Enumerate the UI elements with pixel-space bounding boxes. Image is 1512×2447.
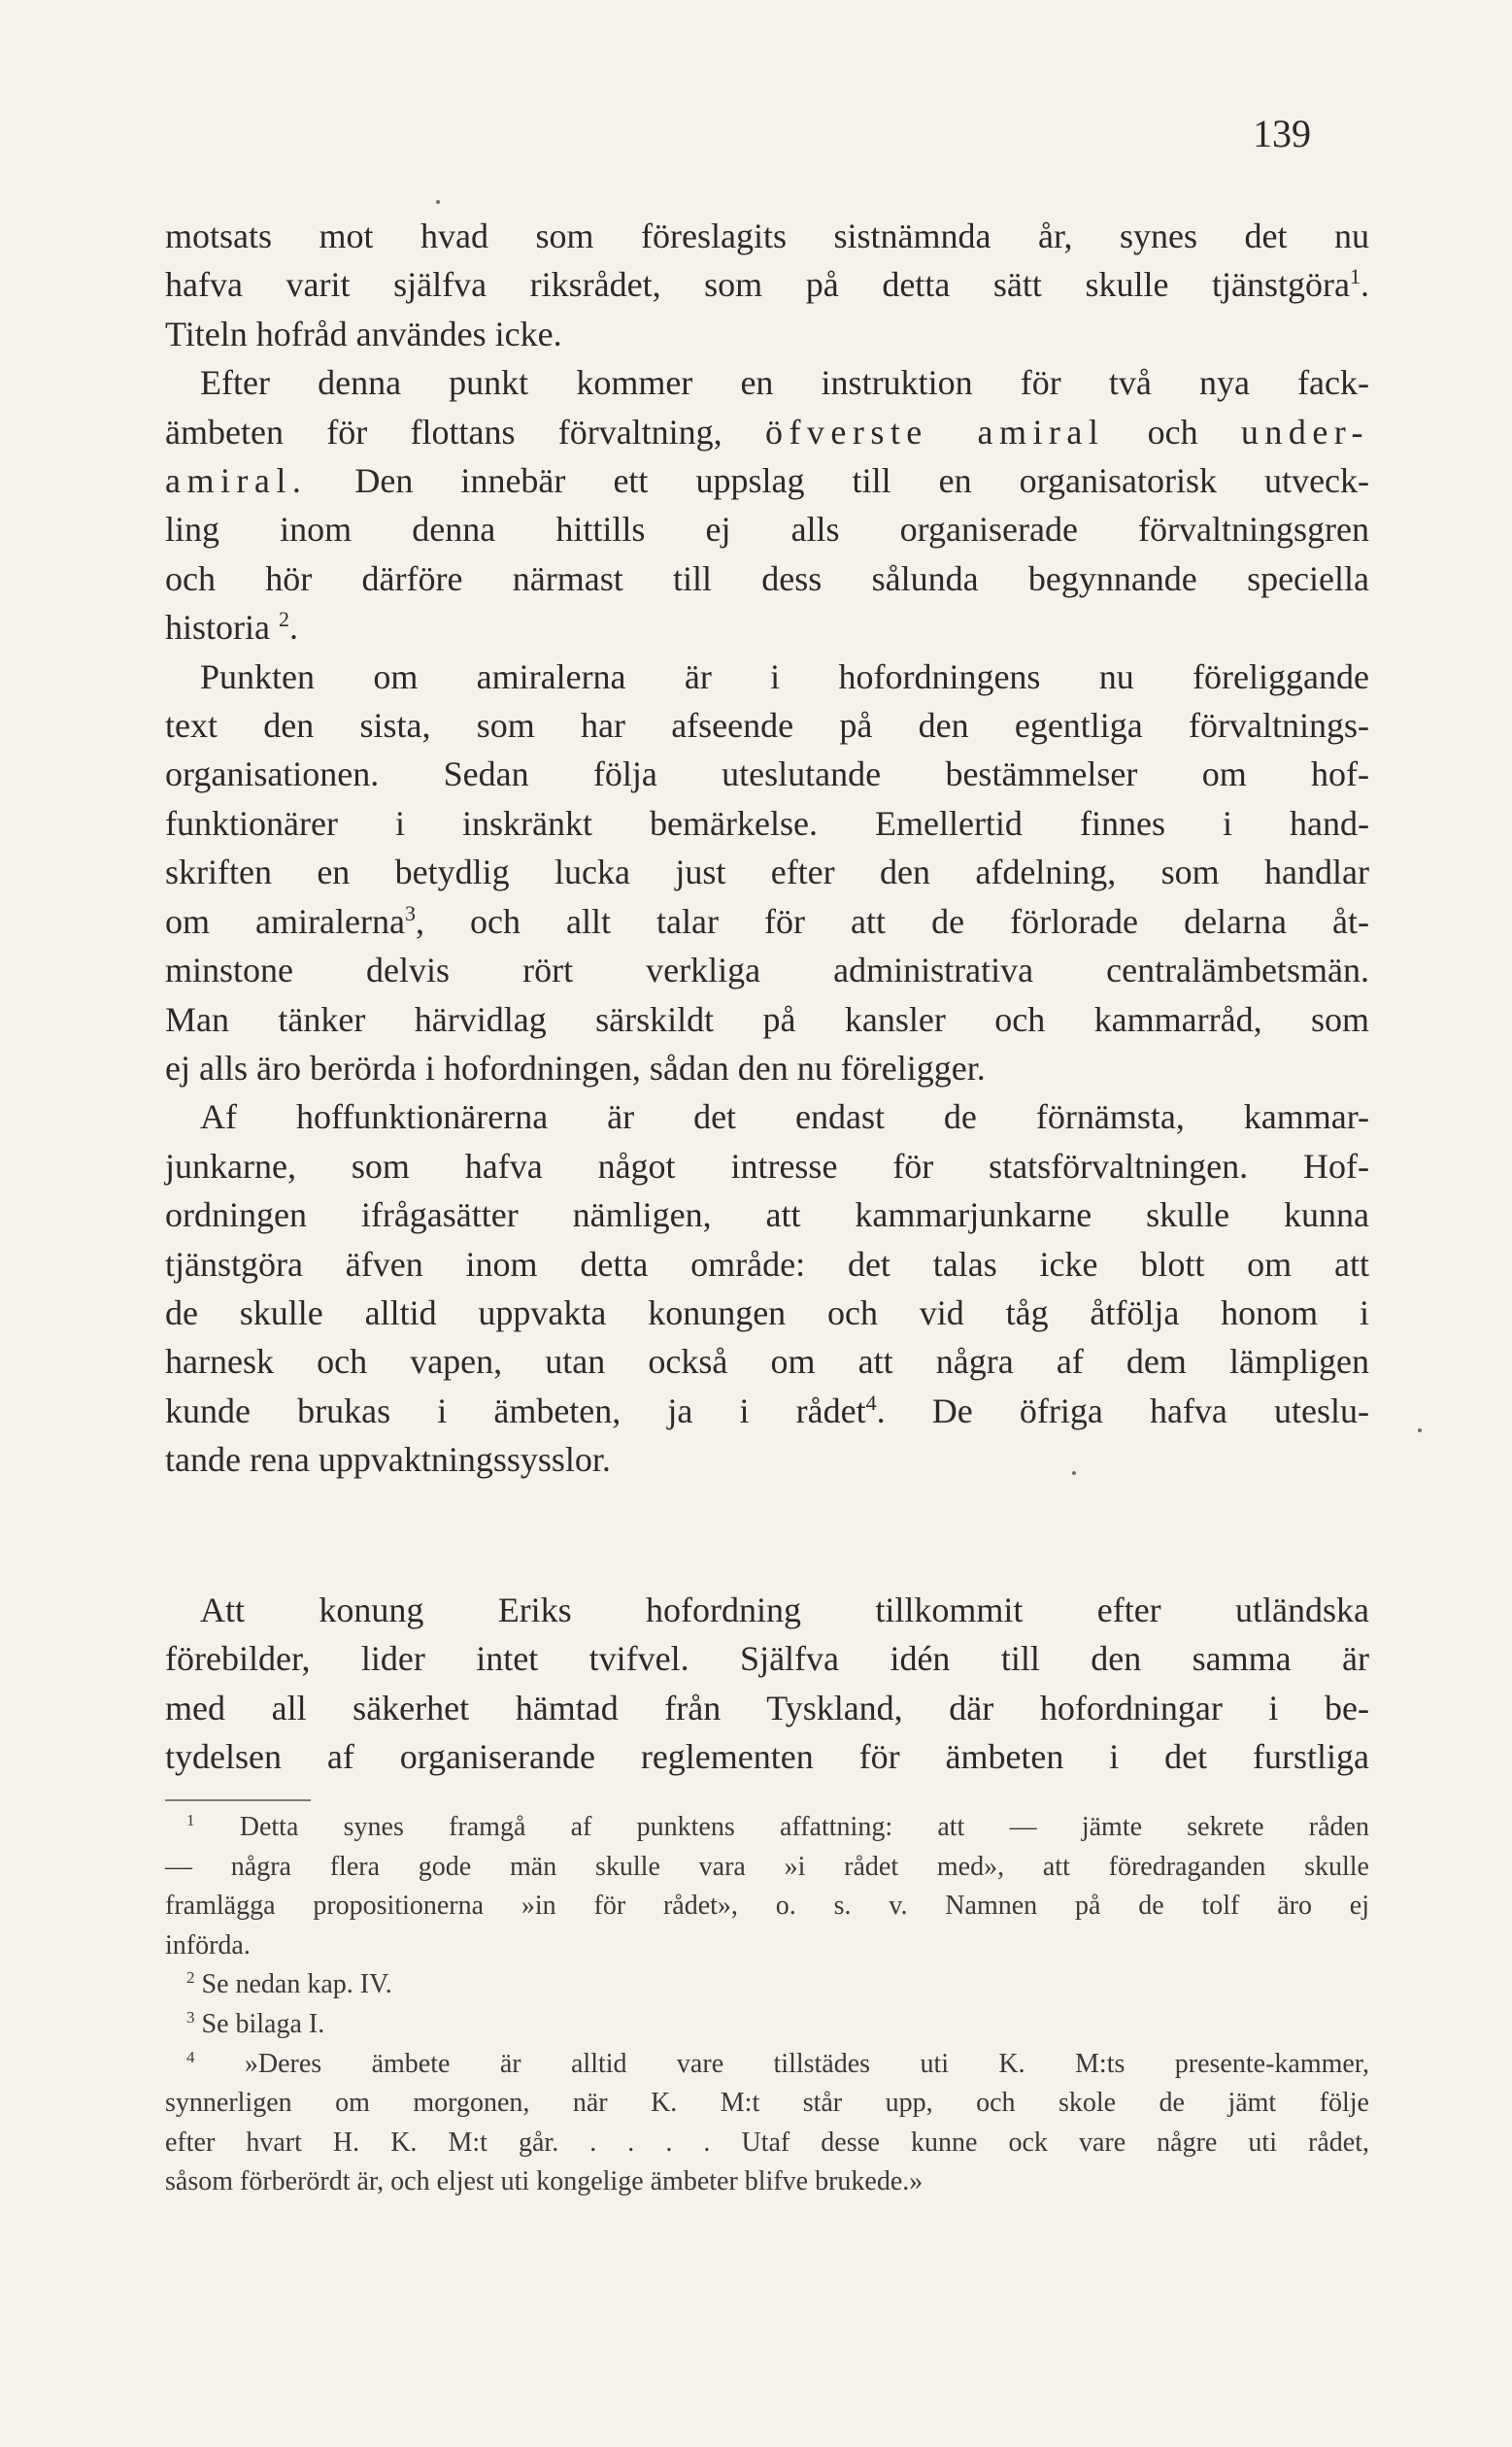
text-segment: och — [1147, 412, 1198, 452]
footnote-line — [165, 2045, 1369, 2085]
text-segment: Att konung Eriks hofordning tillkommit efter utländska — [200, 1591, 1369, 1629]
footnote-text: »Deres ämbete är alltid vare tillstädes uti K. M:ts presente-kammer, — [244, 2048, 1370, 2079]
footnote-line — [165, 1808, 1369, 1848]
text-line: ling inom denna hittills ej alls organiserade förvaltningsgren — [165, 510, 1369, 550]
text-line: ej alls äro berörda i hofordningen, sådan den nu föreligger. — [165, 1048, 986, 1088]
text-line — [165, 1387, 1369, 1435]
text-line — [165, 260, 1369, 309]
footnotes — [165, 1808, 1369, 2202]
text-segment: , och allt talar för att de förlorade delarna åt- — [415, 901, 1370, 941]
text-line: funktionärer i inskränkt bemärkelse. Emellertid finnes i hand- — [165, 803, 1369, 843]
footnote-reference: 1 — [1350, 264, 1361, 289]
text-line — [165, 603, 1369, 652]
text-line: och hör därföre närmast till dess sålunda begynnande speciella — [165, 558, 1369, 598]
text-line — [165, 897, 1369, 946]
text-segment: kunde brukas i ämbeten, ja i rådet — [165, 1391, 866, 1430]
text-segment: historia — [165, 608, 270, 648]
text-line: ordningen ifrågasätter nämligen, att kammarjunkarne skulle kunna — [165, 1195, 1369, 1235]
page-number: 139 — [1253, 112, 1311, 155]
text-line — [165, 408, 1369, 456]
text-line: med all säkerhet hämtad från Tyskland, där hofordningar i be- — [165, 1688, 1369, 1727]
text-line: förebilder, lider intet tvifvel. Själfva idén till den samma är — [165, 1639, 1369, 1679]
text-line — [165, 1092, 1369, 1141]
text-line: tydelsen af organiserande reglementen för ämbeten i det furstliga — [165, 1737, 1369, 1777]
footnote-marker: 4 — [186, 2047, 195, 2066]
footnote-reference: 2 — [278, 607, 289, 632]
text-line — [165, 1586, 1369, 1634]
print-speck — [1418, 1428, 1422, 1432]
footnote-reference: 3 — [404, 900, 416, 925]
text-segment: . De öfriga hafva uteslu- — [876, 1391, 1370, 1430]
text-line: de skulle alltid uppvakta konungen och vid tåg åtfölja honom i — [165, 1292, 1369, 1332]
footnote-text: Se bilaga I. — [201, 2008, 325, 2039]
footnote-marker: 2 — [186, 1968, 195, 1988]
footnote-separator — [165, 1799, 311, 1801]
text-line — [165, 456, 1369, 505]
text-segment: Punkten om amiralerna är i hofordningens nu föreliggande — [200, 656, 1369, 696]
text-line — [165, 358, 1369, 407]
text-segment: Af hoffunktionärerna är det endast de förnämsta, kammar- — [200, 1097, 1369, 1137]
text-segment: Den innebär ett uppslag till en organisatorisk utveck- — [354, 461, 1370, 501]
text-segment: . — [288, 608, 298, 648]
text-line: skriften en betydlig lucka just efter den afdelning, som handlar — [165, 853, 1369, 892]
text-line: Titeln hofråd användes icke. — [165, 314, 562, 353]
footnote-text: Se nedan kap. IV. — [201, 1969, 392, 2000]
text-line — [165, 653, 1369, 701]
footnote-line — [165, 2005, 1369, 2045]
emphasized-term: öfverste amiral — [764, 412, 1105, 452]
text-line: Man tänker härvidlag särskildt på kansler och kammarråd, som — [165, 999, 1369, 1039]
text-line: junkarne, som hafva något intresse för statsförvaltningen. Hof- — [165, 1146, 1369, 1186]
text-line: tjänstgöra äfven inom detta område: det talas icke blott om att — [165, 1244, 1369, 1284]
footnote-line: såsom förberördt är, och eljest uti kongelige ämbeter blifve brukede.» — [165, 2166, 924, 2197]
text-segment: ämbeten för flottans förvaltning, — [165, 412, 722, 452]
footnote-marker: 3 — [186, 2007, 195, 2027]
text-line: harnesk och vapen, utan också om att några af dem lämpligen — [165, 1342, 1369, 1382]
footnote-line: införda. — [165, 1929, 251, 1961]
print-speck — [436, 200, 440, 204]
emphasized-term: under- — [1240, 412, 1370, 452]
footnote-line: efter hvart H. K. M:t går. . . . . Utaf desse kunne ock vare någre uti rådet, — [165, 2127, 1369, 2158]
footnote-line — [165, 1965, 1369, 2005]
main-text — [165, 212, 1369, 1485]
footnote-line: synnerligen om morgonen, när K. M:t står upp, och skole de jämt följe — [165, 2088, 1369, 2119]
footnote-reference: 4 — [865, 1390, 877, 1415]
text-segment: hafva varit själfva riksrådet, som på detta sätt skulle tjänstgöra — [165, 265, 1350, 305]
text-line: minstone delvis rört verkliga administrativa centralämbetsmän. — [165, 951, 1369, 990]
emphasized-term: amiral. — [165, 461, 308, 501]
text-line: tande rena uppvaktningssysslor. — [165, 1440, 611, 1480]
text-line: organisationen. Sedan följa uteslutande bestämmelser om hof- — [165, 754, 1369, 794]
footnote-text: Detta synes framgå af punktens affattning: att — jämte sekrete råden — [239, 1812, 1369, 1842]
text-line: motsats mot hvad som föreslagits sistnämnda år, synes det nu — [165, 217, 1369, 255]
footnote-line: — några flera gode män skulle vara »i rådet med», att föredraganden skulle — [165, 1851, 1369, 1882]
main-text-continued — [165, 1586, 1369, 1782]
footnote-marker: 1 — [186, 1811, 195, 1829]
footnote-line: framlägga propositionerna »in för rådet», o. s. v. Namnen på de tolf äro ej — [165, 1891, 1369, 1922]
text-line: text den sista, som har afseende på den egentliga förvaltnings- — [165, 706, 1369, 746]
text-segment: om amiralerna — [165, 901, 405, 941]
text-segment: . — [1361, 265, 1369, 305]
text-segment: Efter denna punkt kommer en instruktion för två nya fack- — [200, 363, 1369, 403]
